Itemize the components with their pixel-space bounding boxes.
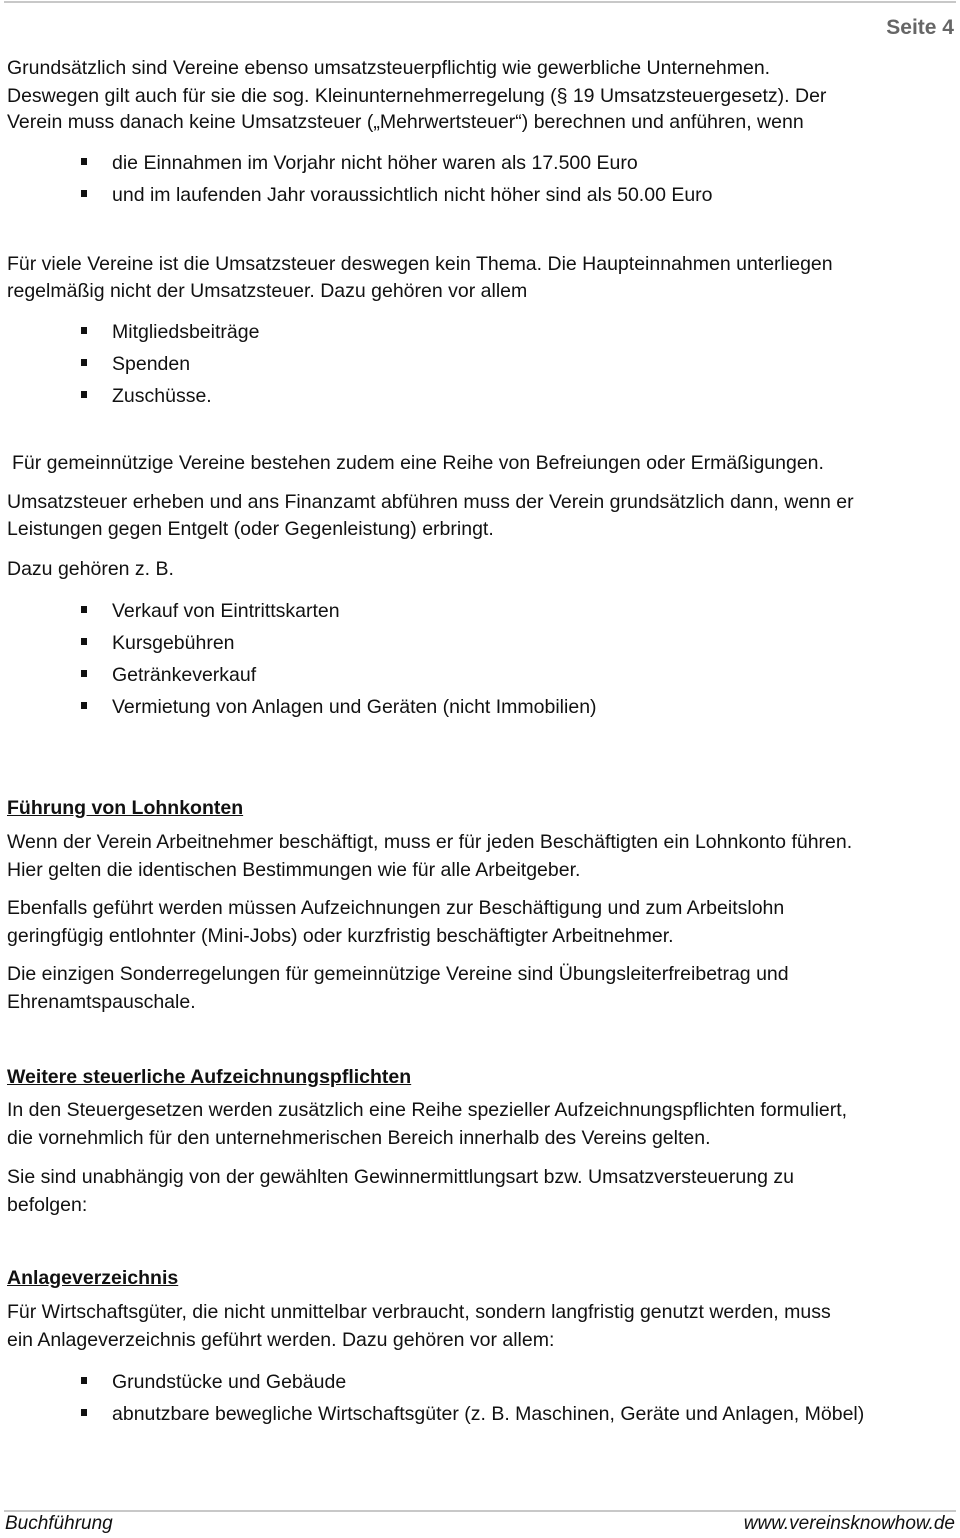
footer-rule (4, 1510, 956, 1512)
list-item: abnutzbare bewegliche Wirtschaftsgüter (z. B. Maschinen, Geräte und Anlagen, Möbel) (112, 1403, 865, 1425)
header-rule (4, 1, 956, 3)
text-line: Hier gelten die identischen Bestimmungen wie für alle Arbeitgeber. (7, 859, 581, 881)
bullet-icon (81, 670, 87, 677)
text-line: Die einzigen Sonderregelungen für gemeinnützige Vereine sind Übungsleiterfreibetrag und (7, 963, 789, 985)
list-item: Getränkeverkauf (112, 664, 257, 686)
bullet-icon (81, 638, 87, 645)
bullet-icon (81, 190, 87, 197)
list-item: die Einnahmen im Vorjahr nicht höher waren als 17.500 Euro (112, 152, 638, 174)
bullet-icon (81, 391, 87, 398)
text-line: Deswegen gilt auch für sie die sog. Kleinunternehmerregelung (§ 19 Umsatzsteuergesetz). Der (7, 85, 827, 107)
text-line: ein Anlageverzeichnis geführt werden. Dazu gehören vor allem: (7, 1329, 555, 1351)
text-line: Dazu gehören z. B. (7, 558, 174, 580)
list-item: Grundstücke und Gebäude (112, 1371, 347, 1393)
bullet-icon (81, 1377, 87, 1384)
section-heading: Anlageverzeichnis (7, 1267, 179, 1289)
text-line: Verein muss danach keine Umsatzsteuer („Mehrwertsteuer“) berechnen und anführen, wenn (7, 111, 804, 133)
text-line: befolgen: (7, 1194, 88, 1216)
bullet-icon (81, 606, 87, 613)
list-item: Zuschüsse. (112, 385, 212, 407)
footer-title: Buchführung (5, 1513, 113, 1534)
text-line: Grundsätzlich sind Vereine ebenso umsatzsteuerpflichtig wie gewerbliche Unternehmen. (7, 57, 771, 79)
bullet-icon (81, 158, 87, 165)
footer-website: www.vereinsknowhow.de (743, 1513, 955, 1534)
list-item: und im laufenden Jahr voraussichtlich nicht höher sind als 50.00 Euro (112, 184, 713, 206)
text-line: Sie sind unabhängig von der gewählten Gewinnermittlungsart bzw. Umsatzversteuerung zu (7, 1166, 794, 1188)
section-heading: Führung von Lohnkonten (7, 797, 244, 819)
list-item: Spenden (112, 353, 191, 375)
text-line: Leistungen gegen Entgelt (oder Gegenleistung) erbringt. (7, 518, 494, 540)
bullet-icon (81, 1409, 87, 1416)
list-item: Mitgliedsbeiträge (112, 321, 260, 343)
bullet-icon (81, 702, 87, 709)
text-line: Ehrenamtspauschale. (7, 991, 196, 1013)
text-line: regelmäßig nicht der Umsatzsteuer. Dazu gehören vor allem (7, 280, 528, 302)
list-item: Kursgebühren (112, 632, 235, 654)
text-line: geringfügig entlohnter (Mini-Jobs) oder kurzfristig beschäftigter Arbeitnehmer. (7, 925, 674, 947)
text-line: Wenn der Verein Arbeitnehmer beschäftigt, muss er für jeden Beschäftigten ein Lohnkonto führen. (7, 831, 853, 853)
text-line: In den Steuergesetzen werden zusätzlich eine Reihe spezieller Aufzeichnungspflichten formuliert, (7, 1099, 848, 1121)
text-line: Für gemeinnützige Vereine bestehen zudem eine Reihe von Befreiungen oder Ermäßigungen. (12, 452, 824, 474)
list-item: Verkauf von Eintrittskarten (112, 600, 340, 622)
text-line: die vornehmlich für den unternehmerischen Bereich innerhalb des Vereins gelten. (7, 1127, 711, 1149)
text-line: Ebenfalls geführt werden müssen Aufzeichnungen zur Beschäftigung und zum Arbeitslohn (7, 897, 785, 919)
bullet-icon (81, 359, 87, 366)
text-line: Für viele Vereine ist die Umsatzsteuer deswegen kein Thema. Die Haupteinnahmen unterliegen (7, 253, 833, 275)
section-heading: Weitere steuerliche Aufzeichnungspflichten (7, 1066, 412, 1088)
text-line: Für Wirtschaftsgüter, die nicht unmittelbar verbraucht, sondern langfristig genutzt werden, muss (7, 1301, 831, 1323)
list-item: Vermietung von Anlagen und Geräten (nicht Immobilien) (112, 696, 597, 718)
text-line: Umsatzsteuer erheben und ans Finanzamt abführen muss der Verein grundsätzlich dann, wenn er (7, 491, 854, 513)
bullet-icon (81, 327, 87, 334)
page-number: Seite 4 (886, 16, 954, 39)
